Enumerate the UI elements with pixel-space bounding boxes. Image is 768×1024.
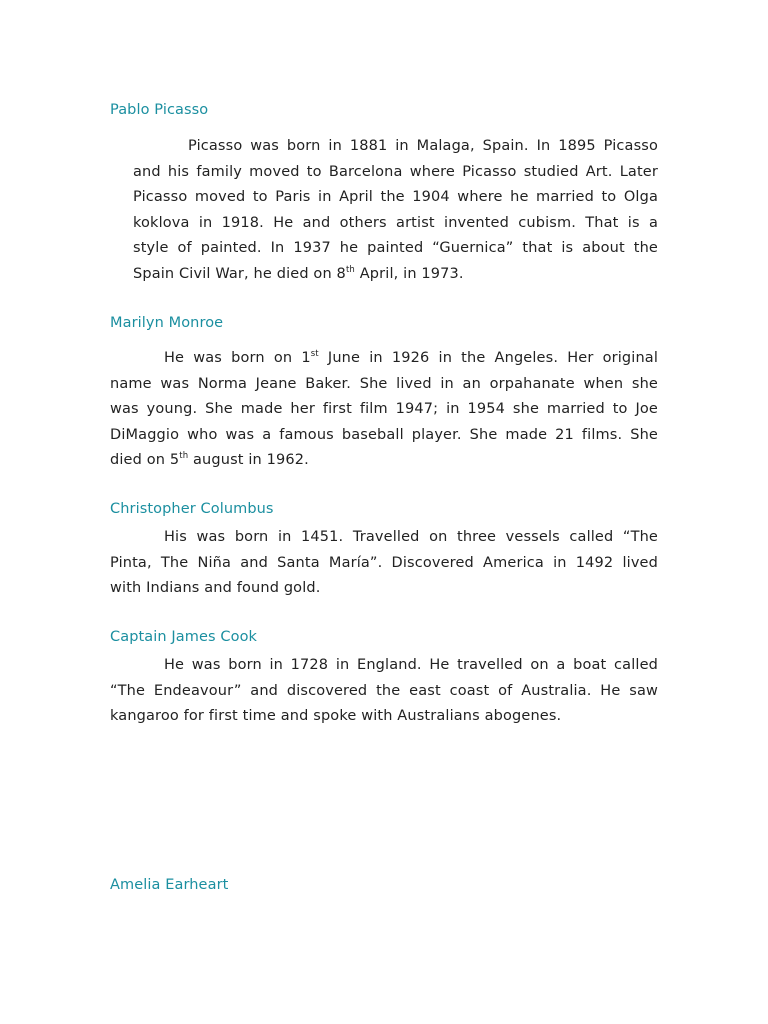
section-paragraph-pablo-picasso — [133, 134, 658, 288]
section-heading-marilyn-monroe: Marilyn Monroe — [110, 315, 224, 331]
section-heading-amelia-earheart: Amelia Earheart — [110, 877, 229, 893]
paragraph-line: “The Endeavour” and discovered the east coast of Australia. He saw — [110, 682, 658, 699]
section-paragraph-christopher-columbus — [110, 525, 658, 602]
section-heading-pablo-picasso: Pablo Picasso — [110, 102, 209, 118]
paragraph-line — [110, 448, 658, 474]
paragraph-line: with Indians and found gold. — [110, 580, 321, 597]
paragraph-line: DiMaggio who was a famous baseball player. She made 21 films. She — [110, 426, 658, 443]
paragraph-line: style of painted. In 1937 he painted “Guernica” that is about the — [133, 240, 658, 257]
ordinal-suffix: th — [179, 451, 189, 462]
paragraph-line: and his family moved to Barcelona where Picasso studied Art. Later — [133, 163, 658, 180]
section-paragraph-captain-james-cook — [110, 653, 658, 730]
text-run: April, in 1973. — [354, 265, 464, 282]
paragraph-line — [110, 346, 658, 372]
text-run: June in 1926 in the Angeles. Her original — [318, 350, 658, 366]
ordinal-suffix: st — [310, 349, 319, 359]
paragraph-line: Picasso moved to Paris in April the 1904 where he married to Olga — [133, 189, 658, 206]
paragraph-line: koklova in 1918. He and others artist invented cubism. That is a — [133, 214, 658, 231]
section-heading-christopher-columbus: Christopher Columbus — [110, 501, 274, 517]
paragraph-line: Picasso was born in 1881 in Malaga, Spain. In 1895 Picasso — [188, 138, 658, 154]
paragraph-line: Pinta, The Niña and Santa María”. Discovered America in 1492 lived — [110, 554, 658, 571]
text-run: died on 5 — [110, 452, 180, 469]
paragraph-line — [133, 262, 658, 288]
paragraph-line: kangaroo for first time and spoke with Australians abogenes. — [110, 708, 562, 725]
text-run: august in 1962. — [188, 452, 309, 469]
text-run: Spain Civil War, he died on 8 — [133, 265, 346, 282]
section-heading-captain-james-cook: Captain James Cook — [110, 629, 258, 645]
paragraph-line: He was born in 1728 in England. He travelled on a boat called — [164, 657, 658, 673]
paragraph-line: His was born in 1451. Travelled on three vessels called “The — [164, 529, 658, 545]
ordinal-suffix: th — [345, 264, 355, 275]
paragraph-line: was young. She made her first film 1947; in 1954 she married to Joe — [110, 401, 658, 418]
text-run: He was born on 1 — [164, 350, 311, 366]
section-paragraph-marilyn-monroe — [110, 346, 658, 474]
paragraph-line: name was Norma Jeane Baker. She lived in an orpahanate when she — [110, 375, 658, 392]
